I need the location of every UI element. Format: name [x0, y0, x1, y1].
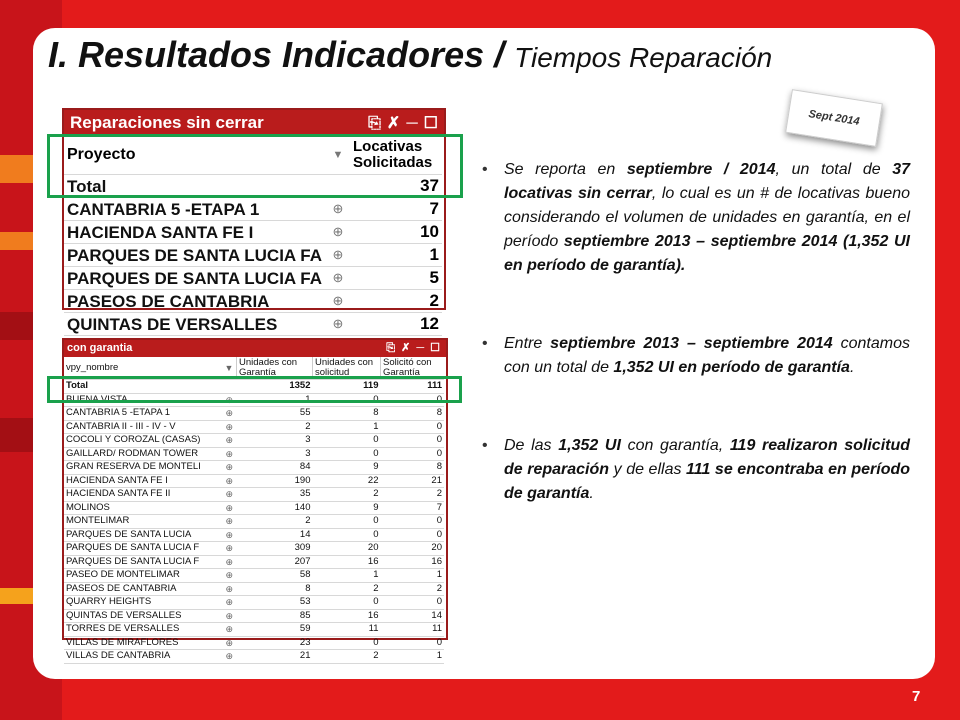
row-name: PASEOS DE CANTABRIA	[64, 582, 222, 596]
bullet-text: , un total de	[775, 161, 893, 178]
row-unidades-garantia: 207	[237, 555, 313, 569]
row-name: TORRES DE VERSALLES	[64, 623, 222, 637]
row-unidades-solicitud: 16	[313, 555, 381, 569]
row-solicito-garantia: 0	[381, 434, 445, 448]
plus-circle-icon[interactable]: ⊕	[222, 474, 237, 488]
decor-bar	[0, 232, 35, 250]
bullet-text: y de ellas	[609, 461, 687, 478]
row-unidades-solicitud: 1	[313, 420, 381, 434]
table-row[interactable]	[64, 290, 442, 313]
bullet-text: con garantía,	[620, 437, 730, 454]
page-title	[48, 34, 772, 76]
row-name: PARQUES DE SANTA LUCIA F	[64, 555, 222, 569]
row-value: 2	[350, 290, 442, 313]
row-solicito-garantia: 2	[381, 488, 445, 502]
decor-bar	[0, 155, 35, 183]
row-unidades-garantia: 2	[237, 420, 313, 434]
row-name: PARQUES DE SANTA LUCIA FA	[64, 244, 326, 267]
row-unidades-solicitud: 0	[313, 515, 381, 529]
table-row[interactable]	[64, 461, 444, 475]
bullet-text: contamos con un total de	[504, 335, 910, 376]
row-name: HACIENDA SANTA FE I	[64, 474, 222, 488]
bullet-text-bold: septiembre 2013 – septiembre 2014 (1,352 UI en período de garantía).	[504, 233, 910, 274]
row-unidades-garantia: 2	[237, 515, 313, 529]
clear-icon[interactable]: ✗	[386, 115, 401, 132]
bullet-text-bold: 119 realizaron solicitud de reparación	[504, 437, 911, 478]
bullet-1	[480, 158, 910, 278]
total-b: 119	[313, 380, 381, 394]
plus-circle-icon[interactable]: ⊕	[222, 515, 237, 529]
col-unidades-solicitud[interactable]: Unidades con solicitud	[313, 357, 381, 380]
table-row[interactable]	[64, 623, 444, 637]
table-row[interactable]	[64, 515, 444, 529]
row-name: VILLAS DE MIRAFLORES	[64, 636, 222, 650]
bullet-text-bold: 111 se encontraba en período de garantía	[504, 461, 911, 502]
triangle-down-icon[interactable]: ▼	[326, 136, 350, 175]
title-main: I. Resultados Indicadores /	[48, 34, 515, 75]
col-vpy-nombre[interactable]: vpy_nombre	[64, 357, 222, 380]
bullet-text: .	[849, 359, 855, 376]
row-value: 12	[350, 313, 442, 336]
table-body	[64, 393, 444, 663]
row-name: GRAN RESERVA DE MONTELI	[64, 461, 222, 475]
table-row[interactable]	[64, 596, 444, 610]
row-solicito-garantia: 8	[381, 461, 445, 475]
table-row[interactable]	[64, 542, 444, 556]
row-name: PASEOS DE CANTABRIA	[64, 290, 326, 313]
highlight-box	[47, 134, 463, 198]
row-unidades-solicitud: 8	[313, 407, 381, 421]
row-unidades-solicitud: 20	[313, 542, 381, 556]
row-solicito-garantia: 0	[381, 596, 445, 610]
bullet-3	[480, 434, 910, 506]
window-title: con garantia	[67, 342, 133, 354]
table-row[interactable]	[64, 650, 444, 664]
total-a: 1352	[237, 380, 313, 394]
triangle-down-icon[interactable]: ▼	[222, 357, 237, 380]
row-unidades-solicitud: 0	[313, 528, 381, 542]
bullet-text: , lo cual es un # de locativas bueno considerando el volumen de unidades en garantía, en el período	[504, 185, 910, 250]
bullet-text-bold: 1,352 UI en período de garantía	[613, 359, 850, 376]
bullet-text: .	[589, 485, 594, 502]
bullet-text-bold: septiembre / 2014	[626, 161, 776, 178]
row-name: BUENA VISTA	[64, 393, 222, 407]
bullet-2	[480, 332, 910, 380]
plus-circle-icon[interactable]: ⊕	[326, 290, 350, 313]
plus-circle-icon[interactable]: ⊕	[222, 528, 237, 542]
total-label: Total	[64, 175, 350, 198]
row-unidades-solicitud: 9	[313, 501, 381, 515]
table-row[interactable]	[64, 501, 444, 515]
row-solicito-garantia: 16	[381, 555, 445, 569]
row-name: HACIENDA SANTA FE I	[64, 221, 326, 244]
bullet-text-bold: 1,352 UI	[558, 437, 621, 454]
bullet-text: Se reporta en	[504, 161, 627, 178]
row-solicito-garantia: 8	[381, 407, 445, 421]
row-unidades-garantia: 53	[237, 596, 313, 610]
row-value: 5	[350, 267, 442, 290]
plus-circle-icon[interactable]: ⊕	[222, 582, 237, 596]
row-unidades-garantia: 59	[237, 623, 313, 637]
row-name: MOLINOS	[64, 501, 222, 515]
row-solicito-garantia: 2	[381, 582, 445, 596]
row-unidades-garantia: 55	[237, 407, 313, 421]
row-unidades-garantia: 3	[237, 447, 313, 461]
row-unidades-solicitud: 9	[313, 461, 381, 475]
row-unidades-garantia: 3	[237, 434, 313, 448]
row-unidades-garantia: 35	[237, 488, 313, 502]
row-name: GAILLARD/ RODMAN TOWER	[64, 447, 222, 461]
row-unidades-garantia: 190	[237, 474, 313, 488]
row-unidades-solicitud: 2	[313, 650, 381, 664]
row-unidades-garantia: 309	[237, 542, 313, 556]
maximize-icon[interactable]: ☐	[430, 342, 440, 354]
row-name: HACIENDA SANTA FE II	[64, 488, 222, 502]
bullet-text-bold: 37 locativas sin cerrar	[504, 161, 911, 202]
row-value: 7	[350, 198, 442, 221]
plus-circle-icon[interactable]: ⊕	[222, 434, 237, 448]
row-solicito-garantia: 0	[381, 393, 445, 407]
table-row[interactable]	[64, 407, 444, 421]
plus-circle-icon[interactable]: ⊕	[222, 461, 237, 475]
maximize-icon[interactable]: ☐	[423, 115, 438, 132]
row-unidades-solicitud: 22	[313, 474, 381, 488]
bullet-text: Entre	[504, 335, 551, 352]
row-name: QUINTAS DE VERSALLES	[64, 313, 326, 336]
bullet-text: De las	[504, 437, 559, 454]
plus-circle-icon[interactable]: ⊕	[222, 609, 237, 623]
col-proyecto[interactable]: Proyecto	[64, 136, 326, 175]
row-unidades-solicitud: 2	[313, 582, 381, 596]
row-unidades-garantia: 84	[237, 461, 313, 475]
row-solicito-garantia: 1	[381, 650, 445, 664]
table-row[interactable]	[64, 420, 444, 434]
plus-circle-icon[interactable]: ⊕	[222, 501, 237, 515]
row-value: 10	[350, 221, 442, 244]
col-unidades-garantia[interactable]: Unidades con Garantía	[237, 357, 313, 380]
table-row[interactable]	[64, 609, 444, 623]
table-row[interactable]	[64, 434, 444, 448]
row-name: PARQUES DE SANTA LUCIA FA	[64, 267, 326, 290]
window-title-bar	[64, 110, 444, 136]
table-row[interactable]	[64, 447, 444, 461]
highlight-box	[47, 376, 462, 403]
row-solicito-garantia: 20	[381, 542, 445, 556]
row-name: CANTABRIA II - III - IV - V	[64, 420, 222, 434]
title-sub: Tiempos Reparación	[514, 42, 773, 73]
row-name: MONTELIMAR	[64, 515, 222, 529]
row-solicito-garantia: 0	[381, 420, 445, 434]
table-row[interactable]	[64, 582, 444, 596]
table-row[interactable]	[64, 528, 444, 542]
plus-circle-icon[interactable]: ⊕	[326, 313, 350, 336]
window-controls	[386, 340, 440, 357]
total-c: 111	[381, 380, 445, 394]
row-solicito-garantia: 0	[381, 528, 445, 542]
table-row[interactable]	[64, 569, 444, 583]
row-unidades-garantia: 21	[237, 650, 313, 664]
row-name: CANTABRIA 5 -ETAPA 1	[64, 198, 326, 221]
row-unidades-solicitud: 0	[313, 596, 381, 610]
plus-circle-icon[interactable]: ⊕	[222, 542, 237, 556]
table-row[interactable]	[64, 221, 442, 244]
row-unidades-solicitud: 1	[313, 569, 381, 583]
row-name: PASEO DE MONTELIMAR	[64, 569, 222, 583]
decor-bar	[0, 312, 35, 340]
row-unidades-garantia: 23	[237, 636, 313, 650]
plus-circle-icon[interactable]: ⊕	[222, 650, 237, 664]
row-solicito-garantia: 0	[381, 636, 445, 650]
row-unidades-garantia: 14	[237, 528, 313, 542]
row-name: CANTABRIA 5 -ETAPA 1	[64, 407, 222, 421]
col-solicito-garantia[interactable]: Solicitó con Garantía	[381, 357, 445, 380]
clear-icon[interactable]: ✗	[401, 342, 411, 354]
row-unidades-garantia: 85	[237, 609, 313, 623]
table-row[interactable]	[64, 636, 444, 650]
plus-circle-icon[interactable]: ⊕	[222, 623, 237, 637]
table-row[interactable]	[64, 198, 442, 221]
row-name: COCOLI Y COROZAL (CASAS)	[64, 434, 222, 448]
row-unidades-garantia: 8	[237, 582, 313, 596]
row-solicito-garantia: 21	[381, 474, 445, 488]
row-name: PARQUES DE SANTA LUCIA	[64, 528, 222, 542]
row-name: QUINTAS DE VERSALLES	[64, 609, 222, 623]
table-row[interactable]	[64, 267, 442, 290]
row-solicito-garantia: 7	[381, 501, 445, 515]
table-body	[64, 198, 442, 336]
minimize-icon[interactable]: ─	[416, 342, 425, 354]
row-unidades-garantia: 140	[237, 501, 313, 515]
row-value: 1	[350, 244, 442, 267]
row-solicito-garantia: 1	[381, 569, 445, 583]
row-solicito-garantia: 14	[381, 609, 445, 623]
bullet-list	[480, 158, 910, 506]
row-unidades-solicitud: 0	[313, 447, 381, 461]
plus-circle-icon[interactable]: ⊕	[222, 636, 237, 650]
table-row[interactable]	[64, 488, 444, 502]
row-unidades-solicitud: 16	[313, 609, 381, 623]
row-unidades-solicitud: 0	[313, 393, 381, 407]
row-name: QUARRY HEIGHTS	[64, 596, 222, 610]
printer-icon[interactable]: ⎘	[368, 115, 381, 132]
plus-circle-icon[interactable]: ⊕	[222, 488, 237, 502]
window-title: Reparaciones sin cerrar	[70, 113, 264, 132]
table-row[interactable]	[64, 474, 444, 488]
row-name: VILLAS DE CANTABRIA	[64, 650, 222, 664]
plus-circle-icon[interactable]: ⊕	[222, 393, 237, 407]
plus-circle-icon[interactable]: ⊕	[222, 569, 237, 583]
row-solicito-garantia: 0	[381, 515, 445, 529]
plus-circle-icon[interactable]: ⊕	[326, 244, 350, 267]
row-unidades-garantia: 58	[237, 569, 313, 583]
window-title-bar	[64, 340, 446, 357]
plus-circle-icon[interactable]: ⊕	[326, 198, 350, 221]
row-name: PARQUES DE SANTA LUCIA F	[64, 542, 222, 556]
plus-circle-icon[interactable]: ⊕	[222, 420, 237, 434]
date-stamp: Sept 2014	[785, 89, 883, 147]
row-solicito-garantia: 11	[381, 623, 445, 637]
row-unidades-solicitud: 2	[313, 488, 381, 502]
table-row[interactable]	[64, 244, 442, 267]
total-value: 37	[350, 175, 442, 198]
total-label: Total	[64, 380, 237, 394]
table-row[interactable]	[64, 555, 444, 569]
row-unidades-garantia: 1	[237, 393, 313, 407]
col-locativas[interactable]: Locativas Solicitadas	[350, 136, 442, 175]
plus-circle-icon[interactable]: ⊕	[326, 221, 350, 244]
plus-circle-icon[interactable]: ⊕	[222, 555, 237, 569]
row-unidades-solicitud: 0	[313, 636, 381, 650]
page-number: 7	[912, 688, 921, 705]
plus-circle-icon[interactable]: ⊕	[222, 596, 237, 610]
plus-circle-icon[interactable]: ⊕	[222, 407, 237, 421]
plus-circle-icon[interactable]: ⊕	[222, 447, 237, 461]
bullet-text-bold: septiembre 2013 – septiembre 2014	[550, 335, 833, 352]
row-unidades-solicitud: 11	[313, 623, 381, 637]
minimize-icon[interactable]: ─	[406, 115, 418, 132]
row-unidades-solicitud: 0	[313, 434, 381, 448]
decor-bar	[0, 588, 35, 604]
row-solicito-garantia: 0	[381, 447, 445, 461]
table-row[interactable]	[64, 313, 442, 336]
decor-bar	[0, 418, 35, 452]
plus-circle-icon[interactable]: ⊕	[326, 267, 350, 290]
printer-icon[interactable]: ⎘	[386, 342, 396, 354]
